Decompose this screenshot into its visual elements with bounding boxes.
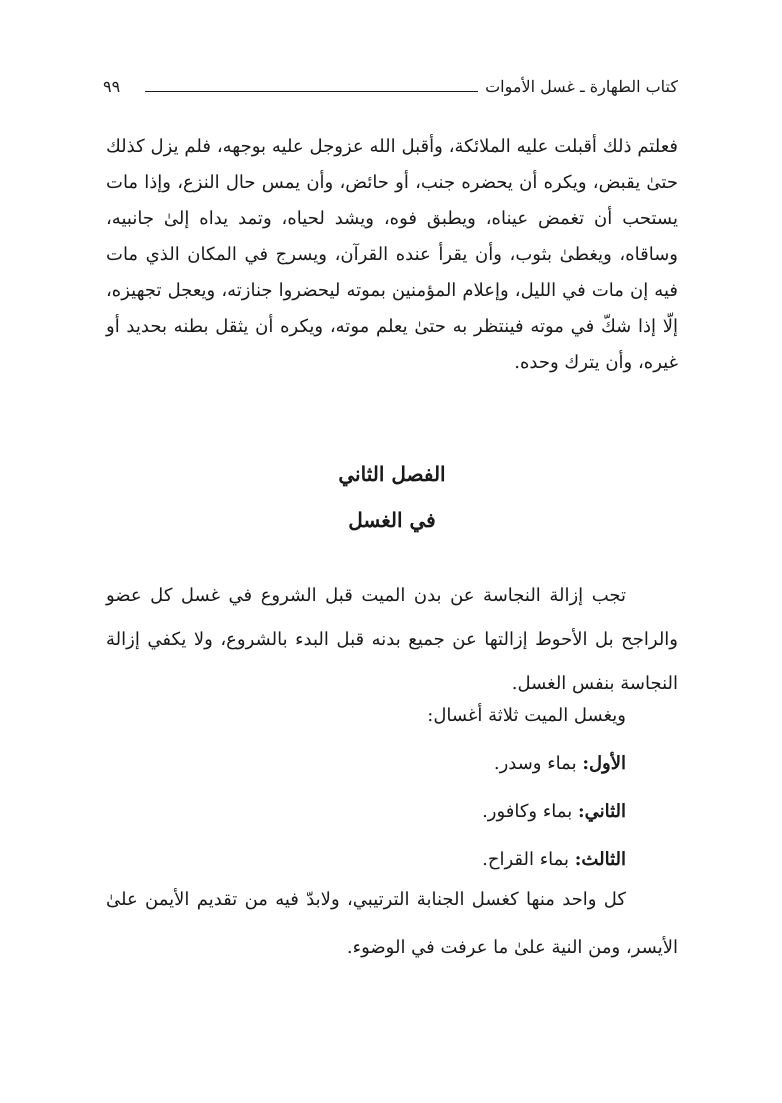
paragraph-2: تجب إزالة النجاسة عن بدن الميت قبل الشروع في غسل كل عضو والراجح بل الأحوط إزالتها عن جميع بدنه قبل البدء بالشروع، ولا يكفي إزالة النجاسة بنفس الغسل. — [106, 585, 678, 694]
list-item-label: الأول: — [582, 753, 626, 774]
list-item-text: بماء وسدر. — [493, 753, 583, 774]
page-number: ٩٩ — [103, 77, 121, 96]
running-title: كتاب الطهارة ـ غسل الأموات — [485, 77, 678, 96]
list-intro: ويغسل الميت ثلاثة أغسال: — [427, 705, 626, 726]
list-item — [106, 788, 678, 836]
chapter-subtitle: في الغسل — [348, 508, 436, 532]
list-item-label: الثالث: — [574, 849, 626, 870]
list-item-text: بماء وكافور. — [482, 801, 578, 822]
list-item — [106, 740, 678, 788]
chapter-title: الفصل الثاني — [338, 462, 446, 486]
header-rule — [145, 91, 478, 92]
paragraph-1: فعلتم ذلك أقبلت عليه الملائكة، وأقبل الله عزوجل عليه بوجهه، فلم يزل كذلك حتىٰ يقبض، ويكره أن يحضره جنب، أو حائض، وأن يمس حال النزع، وإذا مات يستحب أن تغمض عيناه، ويطبق فوه، ويشد لحياه، وتمد يداه إلىٰ جانبيه، وساقاه، ويغطىٰ بثوب، وأن يقرأ عنده القرآن، ويسرج في المكان الذي مات فيه إن مات في الليل، وإعلام المؤمنين بموته ليحضروا جنازته، ويعجل تجهيزه، إلّا إذا شكّ في موته فينتظر به حتىٰ يعلم موته، ويكره أن يثقل بطنه بحديد أو غيره، وأن يترك وحده. — [106, 136, 678, 373]
washes-list — [106, 692, 678, 884]
list-item-text: بماء القراح. — [482, 849, 575, 870]
page-header — [103, 74, 678, 100]
list-item-label: الثاني: — [577, 801, 626, 822]
paragraph-3: كل واحد منها كغسل الجنابة الترتيبي، ولابدّ فيه من تقديم الأيمن علىٰ الأيسر، ومن النية علىٰ ما عرفت في الوضوء. — [106, 889, 678, 958]
